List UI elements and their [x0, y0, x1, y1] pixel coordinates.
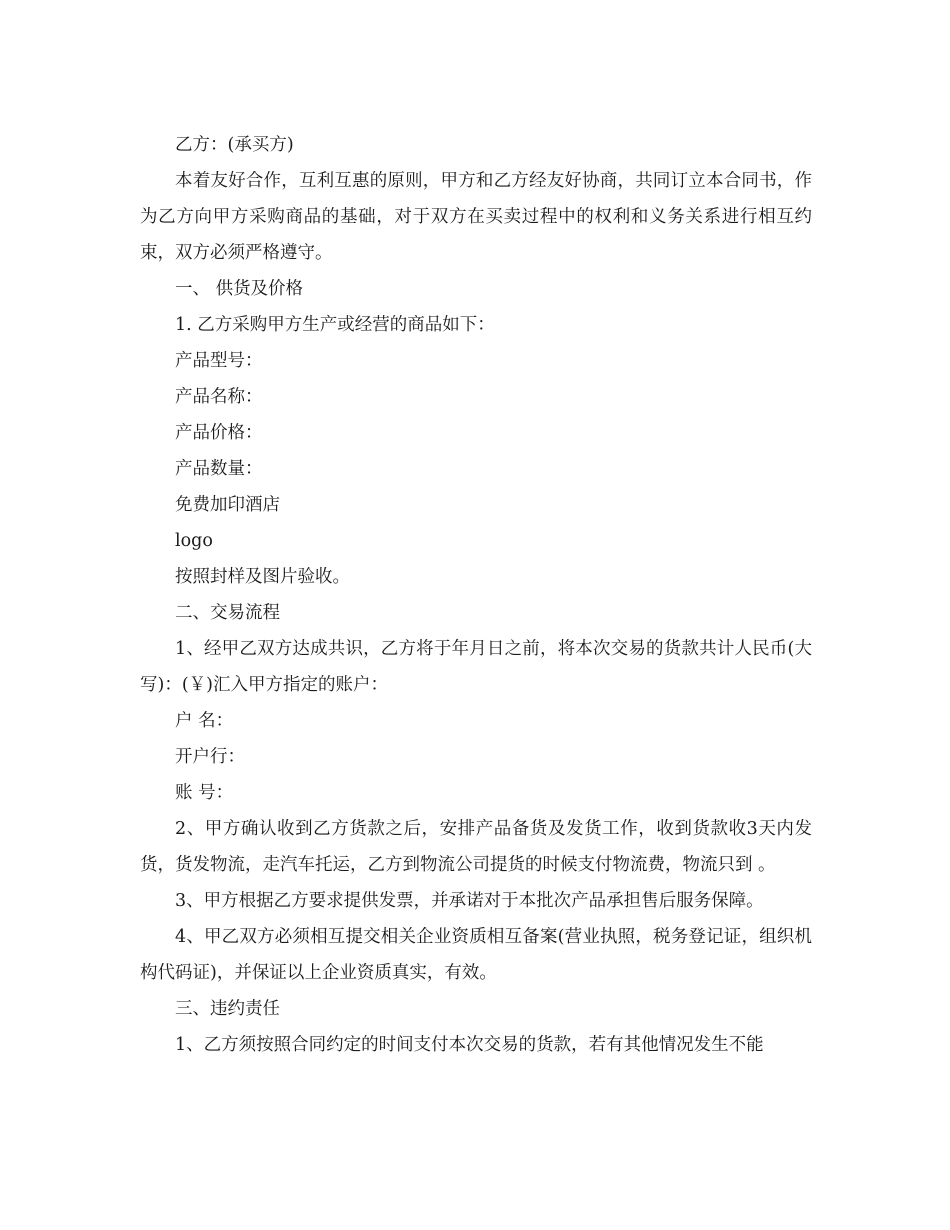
account-number-line: 账 号： — [175, 783, 234, 803]
product-price-line: 产品价格： — [175, 423, 263, 443]
product-name-line: 产品名称： — [175, 387, 263, 407]
section-heading-supply-price: 一、 供货及价格 — [175, 279, 304, 299]
clause-qualification: 4、甲乙双方必须相互提交相关企业资质相互备案(营业执照，税务登记证，组织机构代码证)，并保证以上企业资质真实，有效。 — [140, 927, 812, 983]
section-heading-liability: 三、违约责任 — [175, 999, 280, 1019]
party-b-line: 乙方：(承买方) — [175, 135, 294, 155]
free-print-hotel-line: 免费加印酒店 — [175, 495, 280, 515]
acceptance-line: 按照封样及图片验收。 — [175, 567, 350, 587]
account-holder-line: 户 名： — [175, 711, 234, 731]
section-heading-transaction: 二、交易流程 — [175, 603, 280, 623]
clause-1-products: 1. 乙方采购甲方生产或经营的商品如下： — [175, 315, 495, 335]
logo-line: logo — [175, 531, 213, 551]
product-quantity-line: 产品数量： — [175, 459, 263, 479]
clause-payment: 1、经甲乙双方达成共识，乙方将于年月日之前，将本次交易的货款共计人民币(大写)：(￥)汇入甲方指定的账户： — [140, 639, 812, 695]
contract-body — [140, 127, 812, 1063]
clause-liability-1: 1、乙方须按照合同约定的时间支付本次交易的货款，若有其他情况发生不能 — [175, 1035, 764, 1055]
clause-invoice: 3、甲方根据乙方要求提供发票，并承诺对于本批次产品承担售后服务保障。 — [175, 891, 764, 911]
product-model-line: 产品型号： — [175, 351, 263, 371]
bank-line: 开户行： — [175, 747, 245, 767]
clause-delivery: 2、甲方确认收到乙方货款之后，安排产品备货及发货工作，收到货款收3天内发货，货发物流，走汽车托运，乙方到物流公司提货的时候支付物流费，物流只到 。 — [140, 819, 812, 875]
preamble-paragraph: 本着友好合作，互利互惠的原则，甲方和乙方经友好协商，共同订立本合同书，作为乙方向甲方采购商品的基础，对于双方在买卖过程中的权利和义务关系进行相互约束，双方必须严格遵守。 — [140, 171, 812, 263]
